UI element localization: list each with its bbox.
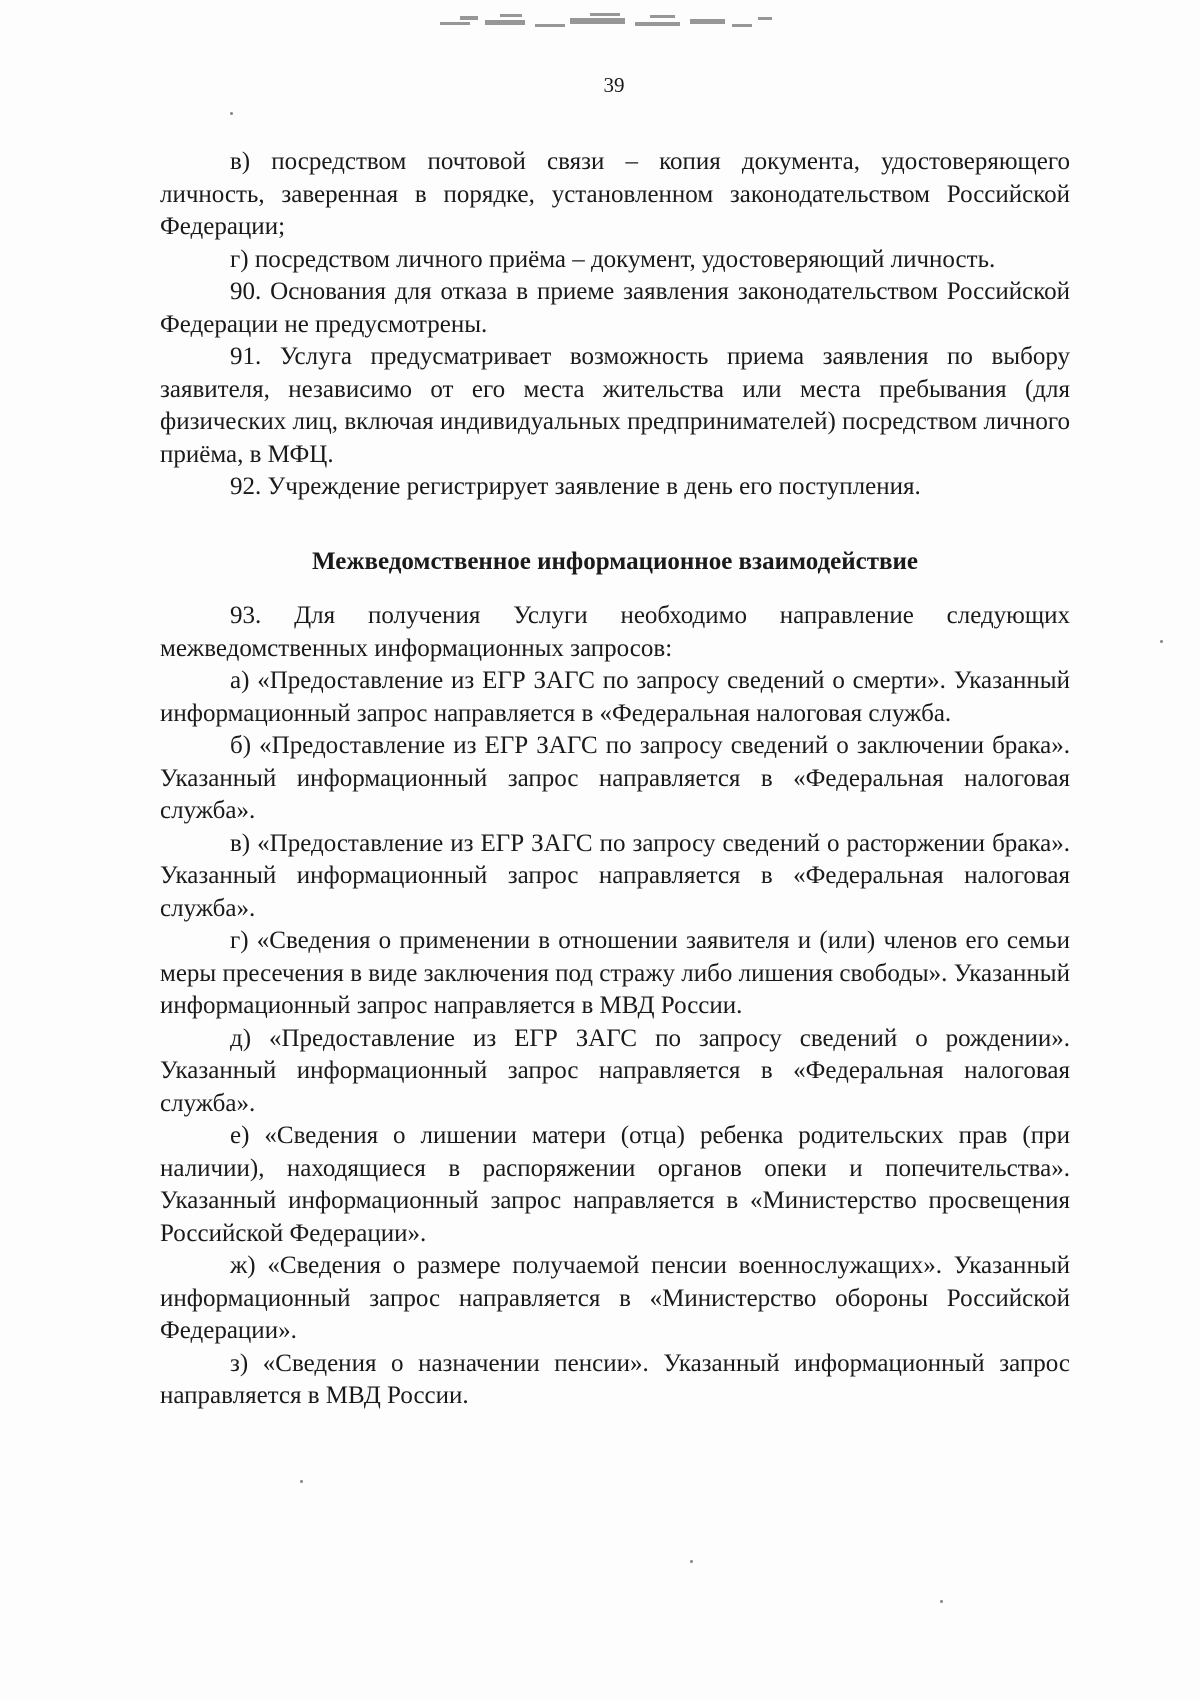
paragraph-93-item-z: з) «Сведения о назначении пенсии». Указанный информационный запрос направляется в МВД России.	[160, 1349, 1070, 1409]
page-number: 39	[603, 73, 625, 97]
paragraph-90: 90. Основания для отказа в приеме заявления законодательством Российской Федерации не предусмотрены.	[160, 278, 1070, 338]
paragraph-item-g: г) посредством личного приёма – документ, удостоверяющий личность.	[230, 245, 996, 273]
scan-artifact-icon	[440, 10, 780, 40]
scan-speck	[1160, 640, 1163, 643]
scan-speck	[940, 1600, 943, 1603]
paragraph-item-v: в) посредством почтовой связи – копия документа, удостоверяющего личность, заверенная в порядке, установленном законодательством Российской Федерации;	[160, 148, 1070, 240]
section-heading: Межведомственное информационное взаимодействие	[312, 547, 918, 575]
paragraph-92: 92. Учреждение регистрирует заявление в день его поступления.	[230, 473, 921, 500]
paragraph-93-item-v: в) «Предоставление из ЕГР ЗАГС по запросу сведений о расторжении брака». Указанный информационный запрос направляется в «Федеральная налоговая служба».	[160, 829, 1070, 922]
scan-speck	[690, 1560, 693, 1563]
paragraph-93: 93. Для получения Услуги необходимо направление следующих межведомственных информационных запросов:	[160, 602, 1070, 662]
paragraph-93-item-d: д) «Предоставление из ЕГР ЗАГС по запросу сведений о рождении». Указанный информационный запрос направляется в «Федеральная налоговая служба».	[160, 1024, 1070, 1117]
paragraph-93-item-a: а) «Предоставление из ЕГР ЗАГС по запросу сведений о смерти». Указанный информационный запрос направляется в «Федеральная налоговая служба.	[160, 667, 1070, 727]
paragraph-93-item-g: г) «Сведения о применении в отношении заявителя и (или) членов его семьи меры пресечения в виде заключения под стражу либо лишения свободы». Указанный информационный запрос направляется в МВД России.	[160, 927, 1070, 1019]
paragraph-93-item-b: б) «Предоставление из ЕГР ЗАГС по запросу сведений о заключении брака». Указанный информационный запрос направляется в «Федеральная налоговая служба».	[160, 732, 1070, 824]
scan-speck	[230, 112, 233, 115]
paragraph-91: 91. Услуга предусматривает возможность приема заявления по выбору заявителя, независимо от его места жительства или места пребывания (для физических лиц, включая индивидуальных предпринимателей) посредством личного приёма, в МФЦ.	[160, 343, 1070, 468]
document-body	[160, 146, 1070, 1413]
paragraph-93-item-zh: ж) «Сведения о размере получаемой пенсии военнослужащих». Указанный информационный запрос направляется в «Министерство обороны Российской Федерации».	[160, 1252, 1070, 1344]
scan-speck	[300, 1480, 303, 1483]
paragraph-93-item-e: е) «Сведения о лишении матери (отца) ребенка родительских прав (при наличии), находящиеся в распоряжении органов опеки и попечительства». Указанный информационный запрос направляется в «Министерство просвещения Российской Федерации».	[160, 1122, 1070, 1247]
